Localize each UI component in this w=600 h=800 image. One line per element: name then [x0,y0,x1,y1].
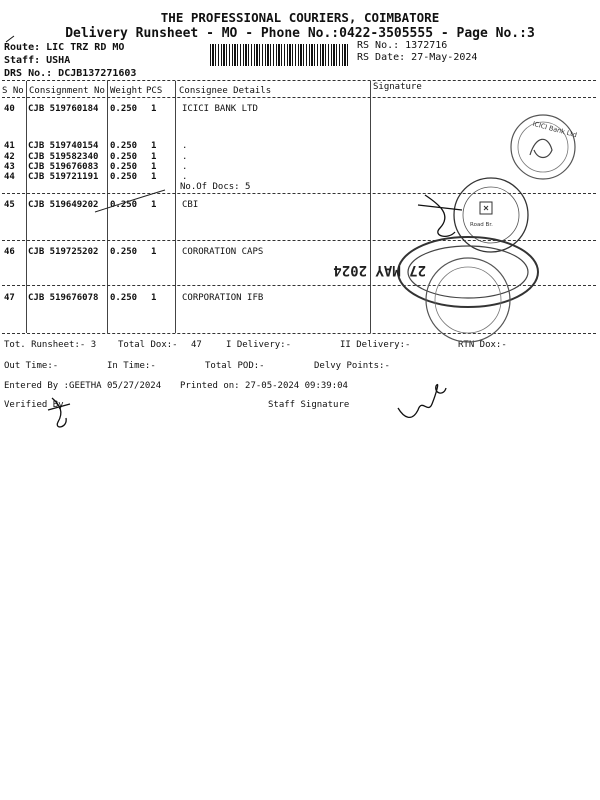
row-consignment: CJB 519760184 [28,104,99,114]
total-dox-value: 47 [191,340,202,350]
col-weight: Weight [110,86,143,96]
col-signature: Signature [373,82,422,92]
runsheet-subtitle: Delivery Runsheet - MO - Phone No.:0422-3505555 - Page No.:3 [65,26,535,41]
row-weight: 0.250 [110,152,138,162]
row-consignment: CJB 519721191 [28,172,99,182]
rtn-dox: RTN Dox:- [458,340,507,350]
row-pcs: 1 [151,172,157,182]
row-consignee: CORORATION CAPS [182,247,264,257]
row-pcs: 1 [151,162,157,172]
no-of-docs: No.Of Docs: 5 [180,182,251,192]
col-consignee: Consignee Details [179,86,272,96]
row-consignment: CJB 519676083 [28,162,99,172]
total-dox-label: Total Dox:- [118,340,178,350]
delvy-points: Delvy Points:- [314,361,390,371]
row-consignee: . [182,141,188,151]
row-weight: 0.250 [110,104,138,114]
row-pcs: 1 [151,200,157,210]
col-pcs: PCS [146,86,163,96]
route-label: Route: LIC TRZ RD MO [4,42,125,53]
row-consignee: CBI [182,200,199,210]
row-pcs: 1 [151,152,157,162]
row-weight: 0.250 [110,141,138,151]
row-sno: 43 [4,162,15,172]
printed-on: Printed on: 27-05-2024 09:39:04 [180,381,348,391]
route-tick [6,36,14,42]
rs-date: RS Date: 27-May-2024 [357,52,478,63]
ii-delivery: II Delivery:- [340,340,411,350]
svg-text:Road Br.: Road Br. [470,222,493,228]
row-weight: 0.250 [110,162,138,172]
row-pcs: 1 [151,247,157,257]
row-sno: 40 [4,104,15,114]
col-sno: S No [2,86,24,96]
row-consignment: CJB 519649202 [28,200,99,210]
row-pcs: 1 [151,104,157,114]
icici-stamp-text: ICICI Bank Ltd [531,119,578,140]
col-consignment: Consignment No [29,86,105,96]
row-consignee: CORPORATION IFB [182,293,264,303]
i-delivery: I Delivery:- [226,340,292,350]
icici-stamp [511,115,578,179]
total-pod: Total POD:- [205,361,265,371]
out-time: Out Time:- [4,361,59,371]
verified-by: Verified By [4,400,64,410]
row-weight: 0.250 [110,293,138,303]
sbi-stamp [454,178,528,252]
row-consignment: CJB 519725202 [28,247,99,257]
row-weight: 0.250 [110,172,138,182]
row-sno: 44 [4,172,15,182]
row-consignee: . [182,172,188,182]
row-weight: 0.250 [110,200,138,210]
row-consignment: CJB 519582340 [28,152,99,162]
row-sno: 46 [4,247,15,257]
date-stamp-text: 27 MAY 2024 [333,262,426,278]
row-sno: 42 [4,152,15,162]
signature-scribble [418,195,462,236]
row-consignee: . [182,162,188,172]
in-time: In Time:- [107,361,156,371]
tot-runsheet: Tot. Runsheet:- 3 [4,340,97,350]
row-consignment: CJB 519676078 [28,293,99,303]
round-stamp-lower [426,258,510,342]
strike-line [95,190,165,212]
staff-signature [398,385,446,418]
rs-number: RS No.: 1372716 [357,40,448,51]
row-consignment: CJB 519740154 [28,141,99,151]
company-title: THE PROFESSIONAL COURIERS, COIMBATORE [160,10,440,25]
staff-signature-label: Staff Signature [268,400,350,410]
row-consignee: ICICI BANK LTD [182,104,258,114]
row-sno: 45 [4,200,15,210]
row-pcs: 1 [151,293,157,303]
drs-label: DRS No.: DCJB137271603 [4,68,137,79]
row-sno: 41 [4,141,15,151]
entered-by: Entered By :GEETHA 05/27/2024 [4,381,162,391]
verified-signature [48,398,70,427]
staff-label: Staff: USHA [4,55,71,66]
row-consignee: . [182,152,188,162]
row-sno: 47 [4,293,15,303]
row-pcs: 1 [151,141,157,151]
row-weight: 0.250 [110,247,138,257]
